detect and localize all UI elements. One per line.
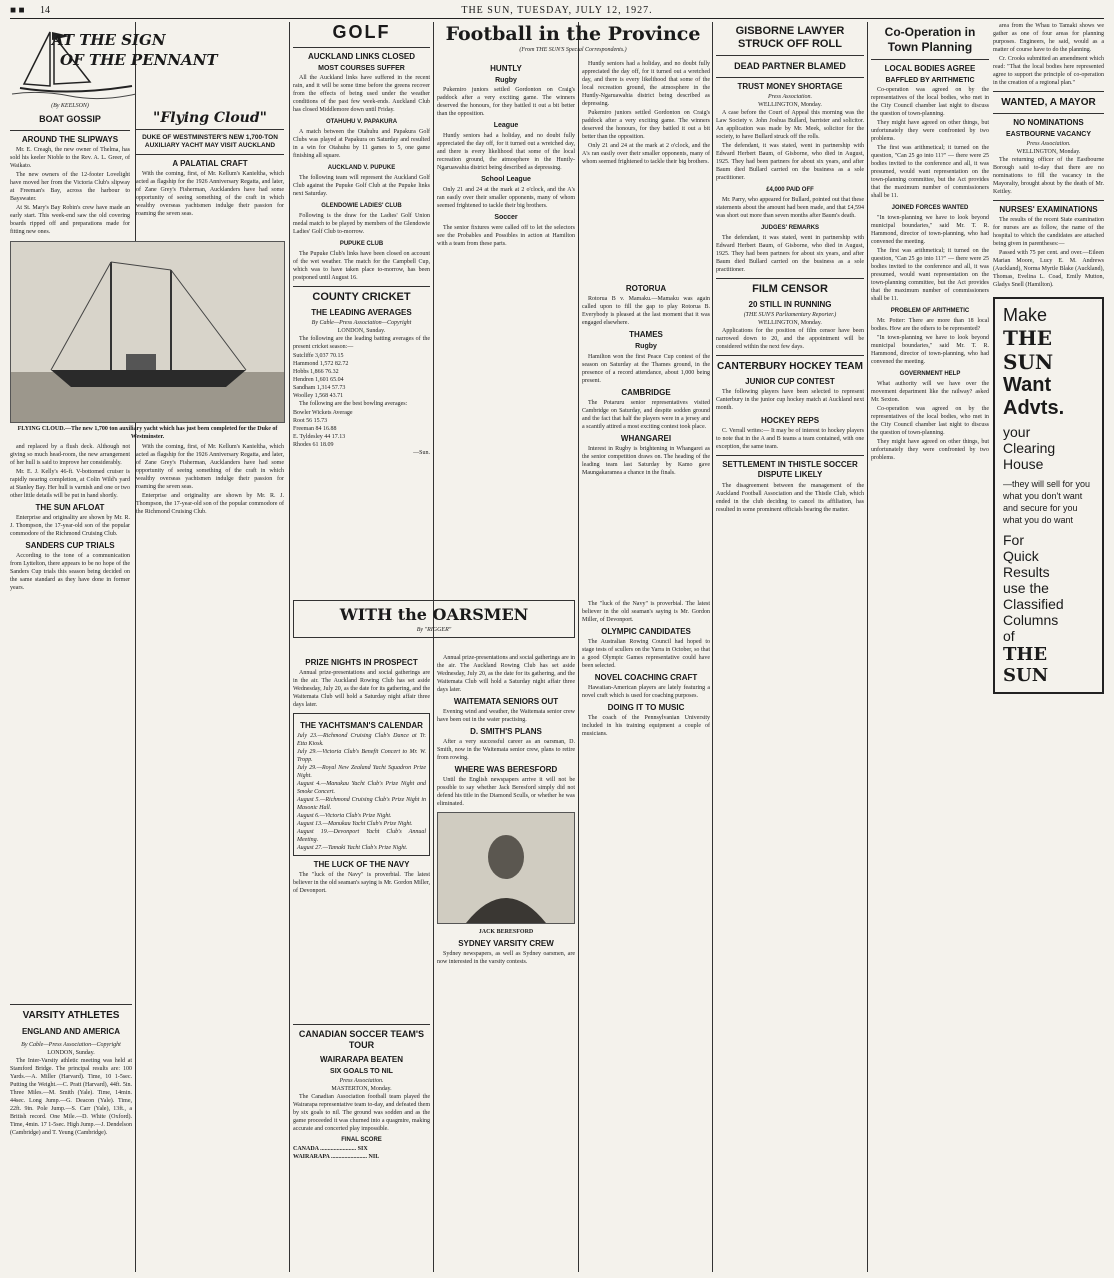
paragraph: A case before the Court of Appeal this morning was the Law Society v. John Joshua Bullard, barrister and solicitor. An application was made by Mr. Meek, solicitor for the society, to have Bullard struck off the rolls.: [716, 110, 864, 140]
press-association: Press Association.: [339, 1078, 384, 1084]
paragraph: The Australian Rowing Council had hoped to stage tests of scullers on the Yarra in October, so that a good Olympic Games representative could have been selected.: [582, 639, 710, 669]
paper-dateline: THE SUN, TUESDAY, JULY 12, 1927.: [461, 5, 653, 16]
paragraph: The defendant, it was stated, went in partnership with Edward Herbert Baum, of Gisborne, who died in August, 1925. They had been partners for about six years, and after Baum died Bullard carried on the business as a sole practitioner.: [716, 235, 864, 273]
paragraph: According to the tone of a communication from Lyttelton, there appears to be no hope of the Sanders Cup trials this season being decided on the same standard as they have done in former years.: [10, 553, 130, 591]
paragraph: Hamilton won the first Peace Cup contest of the season on Saturday at the Thames ground, in the presence of a record attendance, about 1,000 being present.: [582, 354, 710, 384]
paragraph: Huntly seniors had a holiday, and no doubt fully appreciated the day off, for it turned out a wretched day, and there is every likelihood that some of the local recreation ground, the atmosphere in the Huntly-Ngaruawahia district being described as depressing.: [582, 61, 710, 107]
calendar-entry: August 6.—Victoria Club's Prize Night.: [297, 813, 392, 819]
ad-clearing: Clearing: [1003, 440, 1056, 456]
rugby-heading: Rugby: [635, 343, 657, 350]
soccer-heading: Soccer: [494, 214, 518, 221]
county-cricket-heading: COUNTY CRICKET: [312, 291, 411, 303]
oarsmen-col-c: [582, 600, 710, 1270]
paragraph: Co-operation was agreed on by the representatives of the local bodies, who met in the City Council chamber last night to discuss the question of town-planning.: [871, 406, 989, 436]
auckland-pupuke-heading: AUCKLAND V. PUPUKE: [327, 165, 396, 171]
paragraph: Until the English newspapers arrive it will not be possible to say whether Jack Beresford simply did not defend his title in the Diamond Sculls, or whether he was eliminated.: [437, 777, 575, 807]
calendar-entry: July 29.—Victoria Club's Benefit Concert to Mr. W. Tropp.: [297, 749, 426, 763]
varsity-heading: VARSITY ATHLETES: [22, 1010, 120, 1021]
paragraph: The following are the best bowling averages:: [299, 401, 408, 407]
ad-of: of: [1003, 628, 1015, 644]
calendar-entry: August 13.—Manukau Yacht Club's Prize Night.: [297, 821, 413, 827]
paragraph: The coach of the Pennsylvanian University included in his training equipment a couple of musicians.: [582, 715, 710, 737]
paragraph: The first was arithmetical; it turned on the question, "Can 25 go into 11?" — there were 25 bodies invited to the conference and all, it was presumed, would want representation on the town-planning committee, but the Act provides that the maximum number of commissioners shall be 11.: [871, 248, 989, 302]
paragraph: The defendant, it was stated, went in partnership with Edward Herbert Baum, of Gisborne, who died in August, 1925. They had been partners for about six years, and after Baum died Bullard carried on the business as a sole practitioner.: [716, 143, 864, 181]
canterbury-heading: CANTERBURY HOCKEY TEAM: [717, 361, 863, 372]
paragraph: The senior fixtures were called off to let the selectors see the Probables and Possibles in action at Hamilton with a team from these parts.: [437, 225, 575, 247]
column-rule: [289, 22, 290, 1272]
palatial-heading: A PALATIAL CRAFT: [172, 159, 248, 168]
football-banner: [437, 22, 709, 62]
bowling-row: Rhodes 61 18.09: [293, 442, 334, 448]
eastbourne-heading: EASTBOURNE VACANCY: [1005, 131, 1092, 138]
calendar-entry: August 27.—Tamaki Yacht Club's Prize Night.: [297, 845, 408, 851]
paragraph: The following team will represent the Auckland Golf Club against the Pupuke Golf Club at the Pupuke links next Saturday.: [293, 175, 430, 197]
dateline: WELLINGTON, Monday.: [1016, 149, 1081, 155]
still-running-heading: 20 STILL IN RUNNING: [748, 300, 832, 309]
paragraph: Pukemiro juniors settled Gordonton on Craig's paddock after a very exciting game. The winners deserved the honours, for they battled it out a bit better than the opposition.: [437, 87, 575, 117]
paragraph: Enterprise and originality are shown by Mr. R. J. Thompson, the 17-year-old son of the popular commodore of the Richmond Cruising Club.: [136, 493, 284, 515]
paragraph: Hawaiian-American players are lately featuring a novel craft which is used for coaching purposes.: [582, 685, 710, 699]
bowling-row: Bowler Wickets Average: [293, 410, 353, 416]
paragraph: The results of the recent State examination for nurses are as follow, the name of the hospital to which the candidates are attached being given in parentheses:—: [993, 217, 1104, 247]
joined-forces-heading: JOINED FORCES WANTED: [891, 205, 969, 211]
column-rule: [867, 22, 868, 1272]
paragraph: The following players have been selected to represent Canterbury in the junior cup hockey match at Auckland next month.: [716, 389, 864, 411]
government-heading: GOVERNMENT HELP: [899, 371, 961, 377]
pennant-logo: [10, 22, 285, 102]
paragraph: The Potaruru senior representatives visited Cambridge on Saturday, and despite sodden ground and the fact that half the players were in a jersey and a scantily attired a most exciting contest took place.: [582, 400, 710, 430]
paragraph: Cr. Crooks submitted an amendment which read: "That the local bodies here represented agree to support the principle of co-operation in the creation of a regional plan.": [993, 56, 1104, 86]
ad-house: House: [1003, 456, 1044, 472]
ad-for: For: [1003, 532, 1024, 548]
logo-line-1: AT THE SIGN: [52, 31, 166, 49]
logo-line-2: OF THE PENNANT: [60, 51, 218, 69]
paragraph: A match between the Otahuhu and Papakura Golf Clubs was played at Papakura on Saturday and resulted in a win for Otahuhu by 11 games to 5, one game finishing all square.: [293, 129, 430, 159]
sydney-heading: SYDNEY VARSITY CREW: [458, 939, 554, 948]
gisborne-heading: GISBORNE LAWYER STRUCK OFF ROLL: [735, 25, 845, 50]
batting-row: Sutcliffe 3,037 70.15: [293, 353, 344, 359]
portrait-icon: [438, 813, 574, 923]
baffled-heading: BAFFLED BY ARITHMETIC: [885, 77, 975, 84]
calendar-entry: August 5.—Richmond Cruising Club's Prize Night in Masonic Hall.: [297, 797, 426, 811]
paragraph: They might have agreed on other things, but unfortunately they were confronted by two problems.: [871, 439, 989, 461]
paragraph: The Inter-Varsity athletic meeting was held at Stamford Bridge. The principal results are: 100 Yards.—A. Miller (Harvard). Time, 10 1-5sec. Putting the Weight.—C. Pratt (Harvard), 44ft. 5in. Three Miles.—M. Smith (Yale). Time, 14min. 44sec. Long Jump.—G. Deacon (Yale). Time, 22ft. 9in. Pole Jump.—S. Carr (Yale), 13ft., a British record. One Mile.—D. White (Oxford). Time, 4min. 17 1-5sec. High Jump.—J. Dendelson (Cambridge) and T. Yeung (Cambridge).: [10, 1058, 132, 1136]
courses-heading: MOST COURSES SUFFER: [318, 65, 405, 72]
junior-cup-heading: JUNIOR CUP CONTEST: [745, 377, 835, 386]
oarsmen-heading: WITH the OARSMEN: [339, 605, 529, 624]
score-row: WAIRARAPA ........................ NIL: [293, 1154, 380, 1160]
glendowie-heading: GLENDOWIE LADIES' CLUB: [321, 203, 402, 209]
huntly-heading: HUNTLY: [490, 64, 522, 73]
football-col-c: [582, 280, 710, 590]
ad-make: Make: [1003, 305, 1048, 325]
no-nominations-heading: NO NOMINATIONS: [1013, 118, 1084, 127]
prize-nights-heading: PRIZE NIGHTS IN PROSPECT: [305, 658, 418, 667]
ad-tagline: —they will sell for you what you don't want and secure for you what you do want: [1003, 479, 1091, 525]
music-heading: DOING IT TO MUSIC: [607, 703, 685, 712]
dateline: WELLINGTON, Monday.: [758, 320, 822, 326]
calendar-entry: July 29.—Royal New Zealand Yacht Squadron Prize Night.: [297, 765, 426, 779]
olympic-heading: OLYMPIC CANDIDATES: [601, 627, 691, 636]
rotorua-heading: ROTORUA: [625, 284, 667, 293]
paragraph: Only 21 and 24 at the mark at 2 o'clock, and the A's ran easily over their smaller opponents, many of whom seemed frightened to tackle their big brothers.: [437, 187, 575, 209]
ad-the-sun-footer: THE SUN: [1003, 644, 1049, 686]
thistle-heading: SETTLEMENT IN THISTLE SOCCER DISPUTE LIKELY: [722, 460, 858, 479]
ad-results: Results: [1003, 564, 1050, 580]
paragraph: The following are the leading batting averages of the present cricket season:—: [293, 336, 430, 350]
luck-heading: THE LUCK OF THE NAVY: [313, 860, 410, 869]
dsmith-heading: D. SMITH'S PLANS: [470, 727, 542, 736]
press-association: Press Association.: [1026, 141, 1071, 147]
thames-heading: THAMES: [629, 330, 663, 339]
sun-afloat-heading: THE SUN AFLOAT: [35, 503, 105, 512]
judges-heading: JUDGES' REMARKS: [760, 225, 820, 231]
sun-want-ad[interactable]: [993, 297, 1104, 694]
bowling-row: Root 56 15.73: [293, 418, 328, 424]
column-rule: [712, 22, 713, 1272]
oarsmen-col-a: [293, 654, 430, 1014]
news-column: [716, 22, 864, 1272]
paragraph: "In town-planning we have to look beyond municipal boundaries," said Mr. T. R. Hammond, director of town-planning, who had convened the meeting.: [871, 215, 989, 245]
canadian-soccer-heading: CANADIAN SOCCER TEAM'S TOUR: [298, 1029, 425, 1050]
paragraph: C. Verrall writes:— It may be of interest to hockey players to note that in the A and B teams a team contained, with one exception, the same team.: [716, 428, 864, 450]
page-number: 14: [40, 5, 50, 16]
nurses-heading: NURSES' EXAMINATIONS: [999, 205, 1098, 214]
ad-classified: Classified: [1003, 596, 1064, 612]
dead-partner-heading: DEAD PARTNER BLAMED: [734, 61, 846, 71]
paragraph: area from the Whau to Tamaki shows we gather as one of four areas for planning purposes. Engineers, he said, would as a matter of course have to do the planning.: [993, 23, 1104, 53]
trust-money-heading: TRUST MONEY SHORTAGE: [737, 82, 843, 91]
calendar-heading: THE YACHTSMAN'S CALENDAR: [300, 721, 423, 730]
beresford-caption: JACK BERESFORD: [478, 929, 534, 935]
calendar-entry: August 4.—Manukau Yacht Club's Prize Night and Smoke Concert.: [297, 781, 426, 795]
football-heading: Football in the Province: [445, 23, 701, 45]
wairarapa-heading: WAIRARAPA BEATEN: [320, 1055, 403, 1064]
calendar-entry: August 19.—Devonport Yacht Club's Annual Meeting.: [297, 829, 426, 843]
links-heading: AUCKLAND LINKS CLOSED: [307, 52, 416, 61]
paragraph: Enterprise and originality are shown by Mr. R. J. Thompson, the 17-year-old son of the popular commodore of the Richmond Cruising Club.: [10, 515, 130, 537]
paragraph: Mr. E. Creagh, the new owner of Thelma, has sold his keeler Nioble to the Rev. A. L. Greer, of Waikato.: [10, 147, 130, 169]
correspondents-credit: (From THE SUN'S Special Correspondents.): [519, 47, 627, 53]
sanders-heading: SANDERS CUP TRIALS: [25, 541, 115, 550]
golf-section: [293, 22, 430, 622]
batting-row: Woolley 1,568 43.71: [293, 393, 344, 399]
paragraph: The returning officer of the Eastbourne Borough said to-day that there are no nominations to fill the vacancy in the Mayoralty, brought about by the death of Mr. Keitley.: [993, 157, 1104, 195]
paragraph: Only 21 and 24 at the mark at 2 o'clock, and the A's ran easily over their smaller opponents, many of whom seemed frightened to tackle their big brothers.: [582, 143, 710, 165]
otahuhu-heading: OTAHUHU V. PAPAKURA: [325, 119, 398, 125]
local-bodies-heading: LOCAL BODIES AGREE: [884, 64, 976, 73]
waitemata-heading: WAITEMATA SENIORS OUT: [453, 697, 559, 706]
novel-heading: NOVEL COACHING CRAFT: [594, 673, 698, 682]
paragraph: Applications for the position of film censor have been narrowed down to 20, and the appointment will be considered within the next few days.: [716, 328, 864, 350]
wanted-mayor-heading: WANTED, A MAYOR: [1001, 97, 1096, 108]
slipways-heading: AROUND THE SLIPWAYS: [21, 135, 119, 144]
football-col-a: [437, 60, 575, 570]
calendar-entry: July 23.—Richmond Cruising Club's Dance at Tr. Etta Kiosk.: [297, 733, 426, 747]
paragraph: Following is the draw for the Ladies' Golf Union medal match to be played by members of the Glendowie Ladies' Golf Club to-morrow.: [293, 213, 430, 235]
cambridge-heading: CAMBRIDGE: [621, 388, 671, 397]
paragraph: Sydney newspapers, as well as Sydney oarsmen, are now interested in the varsity contests.: [437, 951, 575, 965]
batting-row: Hendren 1,601 65.04: [293, 377, 344, 383]
ad-quick: Quick: [1003, 548, 1039, 564]
paragraph: Annual prize-presentations and social gatherings are in the air. The Auckland Rowing Club has set aside Wednesday, July 20, as the date for its gathering, and the Waitemata Club will hold a Saturday night affair three days later.: [437, 655, 575, 693]
oarsmen-col-b: [437, 654, 575, 1270]
paid-off-heading: £4,000 PAID OFF: [766, 187, 814, 193]
pupuke-heading: PUPUKE CLUB: [339, 241, 384, 247]
film-censor-heading: FILM CENSOR: [752, 283, 828, 295]
yachtsman-calendar: [293, 713, 430, 856]
cable-credit: By Cable—Press Association—Copyright: [311, 320, 412, 326]
oarsmen-banner: [293, 600, 575, 650]
beresford-photo: [437, 812, 575, 924]
town-planning-column: [871, 22, 989, 1272]
bowling-row: Freeman 84 16.88: [293, 426, 337, 432]
yacht-illustration-icon: [11, 242, 285, 422]
paragraph: The Pupuke Club's links have been closed on account of the wet weather. The match for the Campbell Cup, which was to have taken place to-morrow, has been postponed until August 16.: [293, 251, 430, 281]
press-association: Press Association.: [767, 94, 812, 100]
paragraph: With the coming, first, of Mr. Kellum's Kanieltha, which acted as flagship for the 1926 Anniversary Regatta, and later, of Zane Grey's Fisherman, Aucklanders have had some opportunity of seeing something of the craft in which wealthy overseas yachtsmen indulge their passion for roaming the seven seas.: [136, 444, 284, 490]
paragraph: With the coming, first, of Mr. Kellum's Kanieltha, which acted as flagship for the 1926 Anniversary Regatta, and later, of Zane Grey's Fisherman, Aucklanders have had some opportunity of seeing something of the craft in which wealthy overseas yachtsmen indulge their passion for roaming the seven seas.: [136, 171, 284, 217]
paragraph: After a very successful career as an oarsman, D. Smith, now in the Waitemata senior crew, plans to retire from rowing.: [437, 739, 575, 761]
coop-heading: Co-Operation in Town Planning: [884, 25, 976, 54]
paragraph: The "luck of the Navy" is proverbial. The latest believer in the old seaman's saying is Mr. Gordon Miller, of Devonport.: [582, 601, 710, 623]
ad-your: your: [1003, 424, 1031, 440]
england-america-heading: ENGLAND AND AMERICA: [21, 1027, 121, 1036]
dateline: MASTERTON, Monday.: [331, 1086, 392, 1092]
paragraph: Rotorua B v. Mamaku.—Mamaku was again called upon to fill the gap to play Rotorua B. Everybody is pleased at the last moment that it was engaged elsewhere.: [582, 296, 710, 326]
paragraph: Pukemiro juniors settled Gordonton on Craig's paddock after a very exciting game. The winners deserved the honours, for they battled it out a bit better than the opposition.: [582, 110, 710, 140]
oarsmen-byline: By "RIGGER": [416, 627, 452, 633]
batting-row: Hobbs 1,866 76.32: [293, 369, 339, 375]
ad-use: use the: [1003, 580, 1049, 596]
page-marks: ■ ■: [10, 5, 25, 16]
canadian-soccer-section: [293, 1020, 430, 1270]
hockey-reps-heading: HOCKEY REPS: [760, 416, 820, 425]
six-goals-heading: SIX GOALS TO NIL: [330, 1068, 393, 1075]
ad-the-sun: THE SUN: [1003, 326, 1054, 374]
ad-advts: Advts.: [1003, 397, 1065, 419]
paragraph: What authority will we have over the movement department like the railway? asked Mr. Sexton.: [871, 381, 989, 403]
paragraph: Mr. Potter: There are more than 18 local bodies. How are the others to be represented?: [871, 318, 989, 332]
cable-credit: By Cable—Press Association—Copyright: [21, 1042, 121, 1048]
right-column: [993, 22, 1104, 1272]
paragraph: At St. Mary's Bay Robin's crew have made an early start. This week-end saw the old covering boards ripped off and preparations made for fitting new ones.: [10, 205, 130, 235]
paragraph: The first was arithmetical; it turned on the question, "Can 25 go into 11?" — there were 25 bodies invited to the conference and all, it was presumed, would want representation on the town-planning committee, but the Act provides that the maximum number of commissioners shall be 11.: [871, 145, 989, 199]
paragraph: Mr. E. J. Kelly's 46-ft. V-bottomed cruiser is rapidly nearing completion, at Colin Wild's yard at Stanley Bay. Her hull is varnish and one or two other little details will be put in hand shortly.: [10, 469, 130, 499]
yacht-photo: [10, 241, 285, 423]
boat-gossip-heading: BOAT GOSSIP: [39, 114, 101, 124]
paragraph: The disagreement between the management of the Auckland Football Association and the Thistle Club, which ended in the club deciding to cancel its affiliation, has resulted in some prominent officials bearing the matter.: [716, 483, 864, 513]
paragraph: Co-operation was agreed on by the representatives of the local bodies, who met in the City Council chamber last night to discuss the question of town-planning.: [871, 87, 989, 117]
paragraph: Mr. Parry, who appeared for Bullard, pointed out that these statements about the amount had been made, and that £4,594 was short out more than seven months after Baum's death.: [716, 197, 864, 219]
problem-heading: PROBLEM OF ARITHMETIC: [890, 308, 970, 314]
batting-row: Hammond 1,572 82.72: [293, 361, 349, 367]
rugby-heading: Rugby: [495, 77, 517, 84]
final-score-heading: FINAL SCORE: [341, 1137, 382, 1143]
averages-heading: THE LEADING AVERAGES: [311, 308, 412, 317]
paragraph: All the Auckland links have suffered in the recent rain, and it will be some time before the greens recover from the effects of being used under the weather conditions of the past few week-ends. Auckland Club has closed Middlemore down until Friday.: [293, 75, 430, 113]
dateline: LONDON, Sunday.: [337, 328, 386, 334]
dateline: WELLINGTON, Monday.: [758, 102, 822, 108]
credit: —Sun.: [413, 450, 430, 456]
paragraph: Passed with 75 per cent. and over.—Eileen Marian Moore, Lucy E. M. Andrews (Auckland), Norma Myrtle Blake (Auckland), Thomas, Evelina L. Coad, Emily Mutton, Gladys Snell (Hamilton).: [993, 250, 1104, 288]
paragraph: The new owners of the 12-footer Lovelight have moved her from the Victoria Club's slipway at Freeman's Bay, across the harbour to Bayswater.: [10, 172, 130, 202]
paragraph: "In town-planning we have to look beyond municipal boundaries," said Mr. T. R. Hammond, director of town-planning, who had convened the meeting.: [871, 335, 989, 365]
ad-want: Want: [1003, 374, 1052, 396]
score-row: CANADA ........................ SIX: [293, 1146, 368, 1152]
whangarei-heading: WHANGAREI: [620, 434, 672, 443]
flying-cloud-heading: "Flying Cloud": [153, 110, 267, 126]
league-heading: League: [493, 122, 519, 129]
photo-caption: FLYING CLOUD.—The new 1,700 ton auxiliary yacht which has just been completed for the Duke of Westminster.: [17, 426, 278, 440]
golf-heading: GOLF: [332, 22, 391, 42]
paragraph: Interest in Rugby is brightening in Whangarei as the senior competition draws on. The heading of the leading team last Saturday by Kamo gave Maungakaramea a chance in the finals.: [582, 446, 710, 476]
paragraph: and replaced by a flush deck. Although not giving so much head-room, the new arrangement of her hull is said to improve her considerably.: [10, 444, 130, 466]
paragraph: The Canadian Association football team played the Wairarapa representative team to-day, and defeated them by six goals to nil. The ground was sodden and as the game proceeded it was churned into a quagmire, making accurate and concerted play impossible.: [293, 1094, 430, 1132]
ad-columns: Columns: [1003, 612, 1059, 628]
varsity-section: [10, 1000, 132, 1270]
batting-row: Sandham 1,314 57.73: [293, 385, 346, 391]
paragraph: Evening wind and weather, the Waitemata senior crew have been out in the water practising.: [437, 709, 575, 723]
paragraph: Annual prize-presentations and social gatherings are in the air. The Auckland Rowing Club has set aside Wednesday, July 20, as the date for its gathering, and the Waitemata Club will hold a Saturday night affair three days later.: [293, 670, 430, 708]
bowling-row: E. Tyldesley 44 17.13: [293, 434, 346, 440]
byline: (By KEELSON): [51, 103, 89, 109]
dateline: LONDON, Sunday.: [47, 1050, 95, 1056]
paragraph: Huntly seniors had a holiday, and no doubt fully appreciated the day off, for it turned out a wretched day, and there is every likelihood that some of the local recreation ground, the atmosphere in the Huntly-Ngaruawahia district being described as depressing.: [437, 133, 575, 171]
reporter-credit: (THE SUN'S Parliamentary Reporter.): [743, 312, 837, 318]
beresford-heading: WHERE WAS BERESFORD: [454, 765, 558, 774]
paragraph: They might have agreed on other things, but unfortunately they were confronted by two problems.: [871, 120, 989, 142]
paragraph: The "luck of the Navy" is proverbial. The latest believer in the old seaman's saying is Mr. Gordon Miller, of Devonport.: [293, 872, 430, 894]
school-league-heading: School League: [481, 176, 531, 183]
duke-heading: DUKE OF WESTMINSTER'S NEW 1,700-TON AUXILIARY YACHT MAY VISIT AUCKLAND: [142, 134, 278, 149]
masthead: [10, 4, 1104, 19]
